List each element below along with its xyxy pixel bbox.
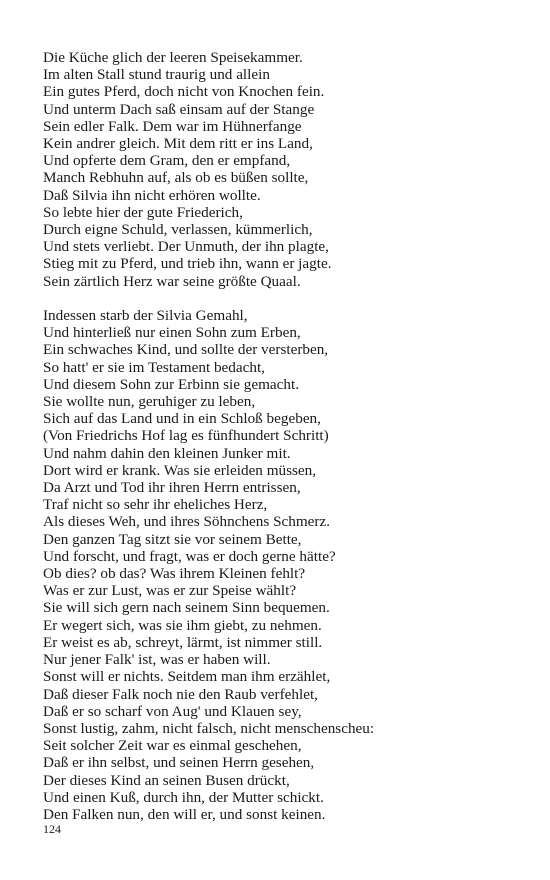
verse-line: Was er zur Lust, was er zur Speise wählt?	[43, 582, 297, 600]
verse-line: Indessen starb der Silvia Gemahl,	[43, 307, 248, 325]
verse-line: Ein schwaches Kind, und sollte der versterben,	[43, 341, 329, 359]
verse-line: Er wegert sich, was sie ihm giebt, zu nehmen.	[43, 616, 322, 634]
verse-line: Kein andrer gleich. Mit dem ritt er ins Land,	[43, 135, 313, 153]
verse-line: Durch eigne Schuld, verlassen, kümmerlich,	[43, 221, 313, 239]
verse-line: Daß dieser Falk noch nie den Raub verfehlet,	[43, 685, 318, 703]
page-number: 124	[43, 822, 61, 836]
verse-line: Und forscht, und fragt, was er doch gerne hätte?	[43, 547, 336, 565]
verse-line: Und einen Kuß, durch ihn, der Mutter schickt.	[43, 788, 324, 806]
stanza-1	[43, 49, 523, 290]
verse-line: Daß er so scharf von Aug' und Klauen sey,	[43, 702, 302, 720]
verse-line: Sie will sich gern nach seinem Sinn bequemen.	[43, 599, 330, 617]
verse-line: Dort wird er krank. Was sie erleiden müssen,	[43, 461, 317, 479]
verse-line: Der dieses Kind an seinen Busen drückt,	[43, 771, 290, 789]
verse-line: Den Falken nun, den will er, und sonst keinen.	[43, 805, 326, 823]
verse-line: Er weist es ab, schreyt, lärmt, ist nimmer still.	[43, 633, 323, 651]
verse-line: Sein edler Falk. Dem war im Hühnerfange	[43, 117, 302, 135]
verse-line: (Von Friedrichs Hof lag es fünfhundert Schritt)	[43, 427, 329, 445]
stanza-2	[43, 307, 523, 823]
poem-text	[43, 49, 523, 823]
verse-line: Die Küche glich der leeren Speisekammer.	[43, 49, 303, 66]
verse-line: Daß er ihn selbst, und seinen Herrn gesehen,	[43, 754, 315, 772]
verse-line: Und diesem Sohn zur Erbinn sie gemacht.	[43, 375, 300, 393]
verse-line: Seit solcher Zeit war es einmal geschehen,	[43, 737, 302, 755]
verse-line: Da Arzt und Tod ihr ihren Herrn entrissen,	[43, 479, 301, 497]
verse-line: Traf nicht so sehr ihr eheliches Herz,	[43, 496, 268, 514]
verse-line: Sich auf das Land und in ein Schloß begeben,	[43, 410, 321, 428]
verse-line: Im alten Stall stund traurig und allein	[43, 66, 270, 84]
verse-line: So hatt' er sie im Testament bedacht,	[43, 358, 265, 376]
verse-line: Den ganzen Tag sitzt sie vor seinem Bette,	[43, 530, 302, 548]
verse-line: Ob dies? ob das? Was ihrem Kleinen fehlt?	[43, 565, 306, 583]
verse-line: Ein gutes Pferd, doch nicht von Knochen fein.	[43, 83, 325, 101]
verse-line: Sein zärtlich Herz war seine größte Quaal.	[43, 272, 301, 290]
verse-line: Nur jener Falk' ist, was er haben will.	[43, 651, 271, 669]
verse-line: Sonst lustig, zahm, nicht falsch, nicht menschenscheu:	[43, 719, 375, 737]
verse-line: Manch Rebhuhn auf, als ob es büßen sollte,	[43, 169, 309, 187]
verse-line: Und hinterließ nur einen Sohn zum Erben,	[43, 324, 301, 342]
verse-line: Und nahm dahin den kleinen Junker mit.	[43, 444, 291, 462]
verse-line: Stieg mit zu Pferd, und trieb ihn, wann er jagte.	[43, 255, 332, 273]
verse-line: Und opferte dem Gram, den er empfand,	[43, 152, 291, 170]
verse-line: Sie wollte nun, geruhiger zu leben,	[43, 393, 256, 411]
verse-line: Und stets verliebt. Der Unmuth, der ihn plagte,	[43, 238, 329, 256]
verse-line: Und unterm Dach saß einsam auf der Stange	[43, 100, 315, 118]
verse-line: So lebte hier der gute Friederich,	[43, 203, 243, 221]
verse-line: Sonst will er nichts. Seitdem man ihm erzählet,	[43, 668, 331, 686]
verse-line: Daß Silvia ihn nicht erhören wollte.	[43, 186, 261, 204]
verse-line: Als dieses Weh, und ihres Söhnchens Schmerz.	[43, 513, 331, 531]
